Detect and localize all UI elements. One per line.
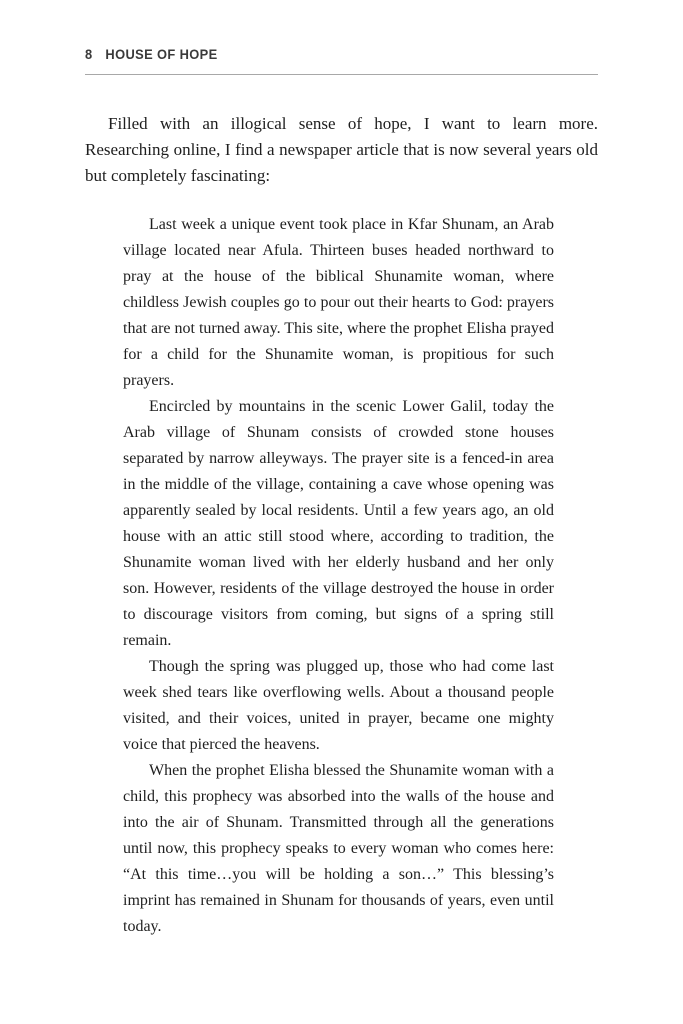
running-title: HOUSE OF HOPE <box>105 46 218 62</box>
quote-paragraph: Though the spring was plugged up, those who had come last week shed tears like overflowing wells. About a thousand people visited, and their voices, united in prayer, became one mighty voice that pierced the heavens. <box>123 658 554 753</box>
page-body <box>85 111 598 940</box>
newspaper-article-quote <box>85 212 598 940</box>
page-header <box>85 46 557 62</box>
quote-paragraph: Encircled by mountains in the scenic Lower Galil, today the Arab village of Shunam consists of crowded stone houses separated by narrow alleyways. The prayer site is a fenced-in area in the middle of the village, containing a cave whose opening was apparently sealed by local residents. Until a few years ago, an old house with an attic still stood where, according to tradition, the Shunamite woman lived with her elderly husband and her only son. However, residents of the village destroyed the house in order to discourage visitors from coming, but signs of a spring still remain. <box>123 398 554 649</box>
quote-paragraph: Last week a unique event took place in Kfar Shunam, an Arab village located near Afula. Thirteen buses headed northward to pray at the house of the biblical Shunamite woman, where childless Jewish couples go to pour out their hearts to God: prayers that are not turned away. This site, where the prophet Elisha prayed for a child for the Shunamite woman, is propitious for such prayers. <box>123 216 554 389</box>
intro-paragraph: Filled with an illogical sense of hope, I want to learn more. Researching online, I find a newspaper article that is now several years old but completely fascinating: <box>85 114 598 185</box>
page-number: 8 <box>85 46 93 62</box>
header-rule <box>85 74 598 75</box>
quote-paragraph: When the prophet Elisha blessed the Shunamite woman with a child, this prophecy was absorbed into the walls of the house and into the air of Shunam. Transmitted through all the generations until now, this prophecy speaks to every woman who comes here: “At this time…you will be holding a son…” This blessing’s imprint has remained in Shunam for thousands of years, even until today. <box>123 762 554 935</box>
